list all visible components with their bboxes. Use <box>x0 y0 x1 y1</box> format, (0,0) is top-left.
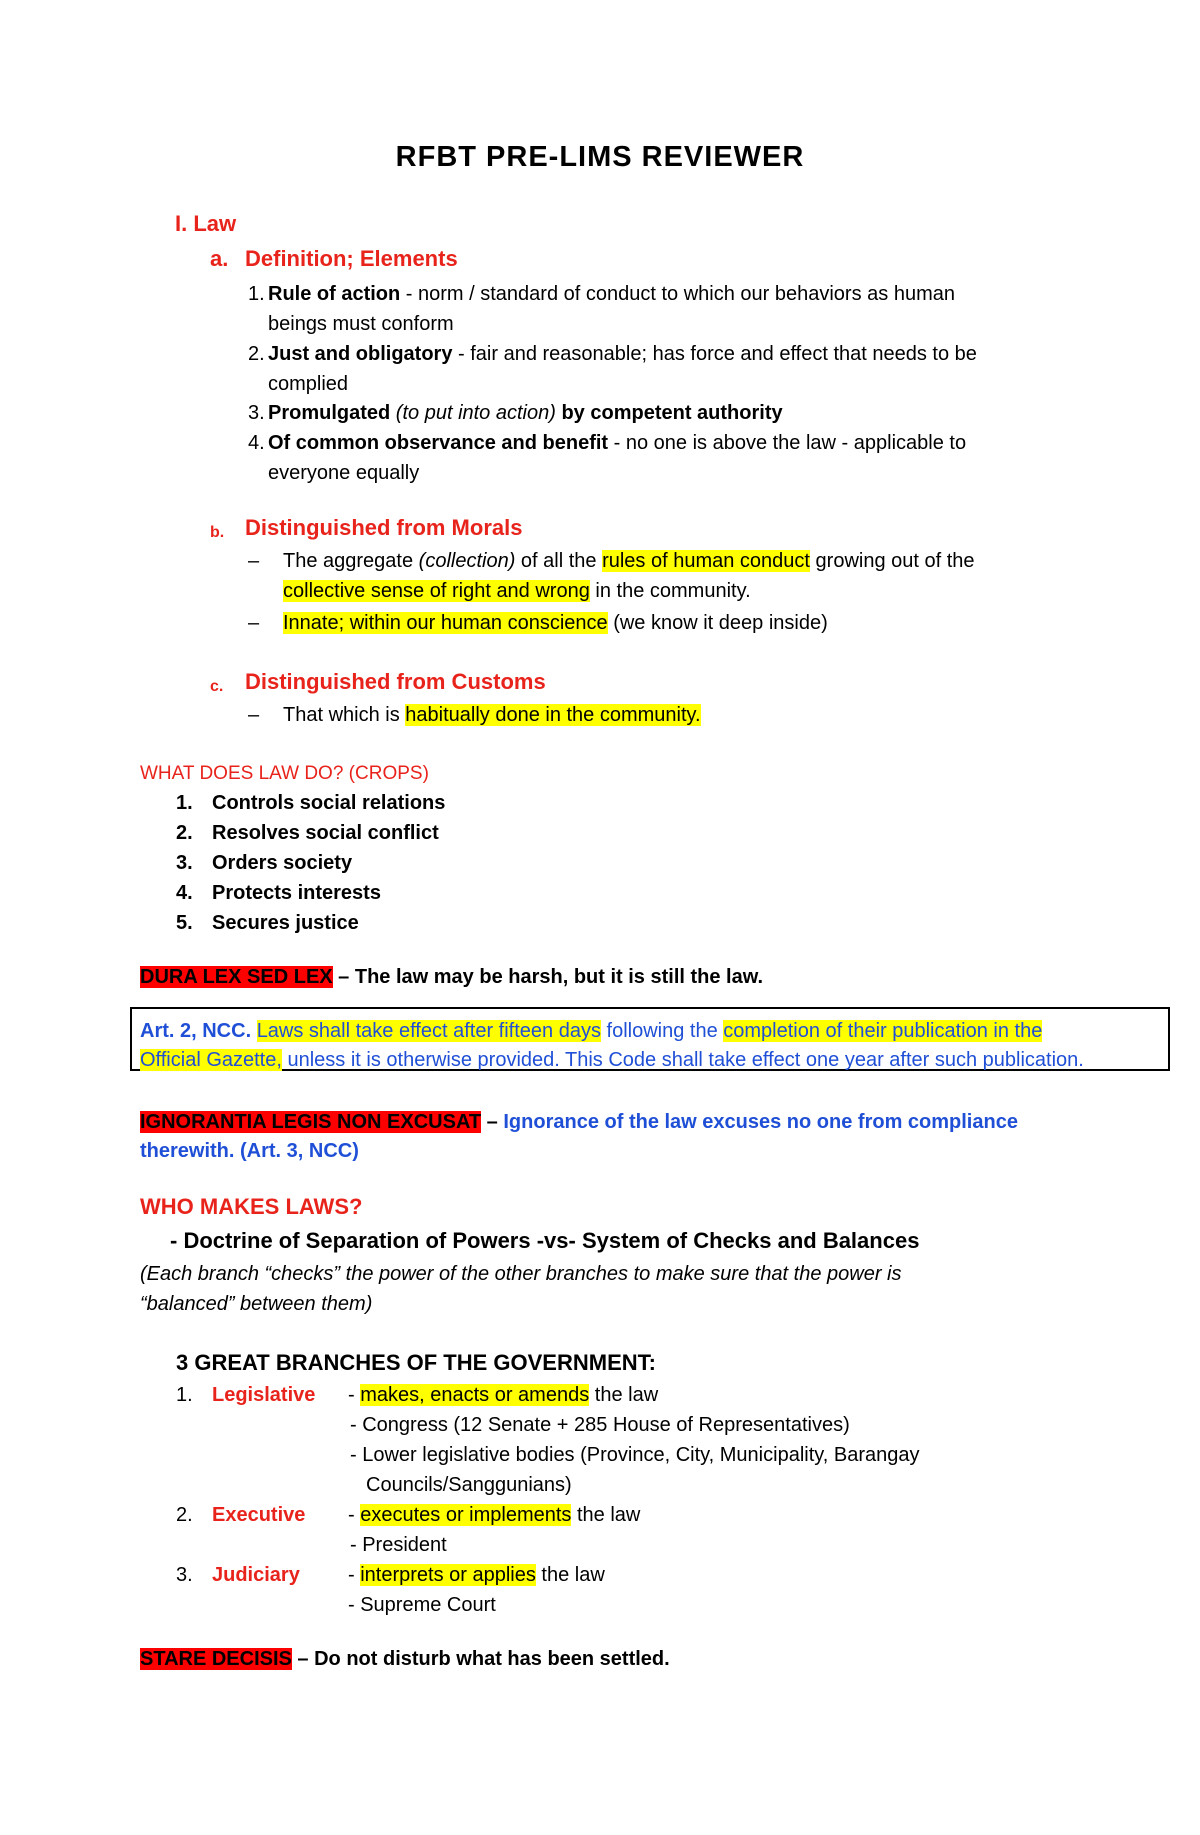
crops-number-4: 4. <box>176 882 193 904</box>
art2-text: following the <box>600 1020 724 1042</box>
morals-point-2 <box>283 611 828 635</box>
element-4-continued: everyone equally <box>268 462 420 484</box>
branch-1-number: 1. <box>176 1384 193 1406</box>
stare-decisis-text: – Do not disturb what has been settled. <box>291 1648 670 1670</box>
branch-role-text: the law <box>535 1564 605 1586</box>
crops-item-4: Protects interests <box>212 882 381 904</box>
branch-3-number: 3. <box>176 1564 193 1586</box>
ignorantia-line1 <box>140 1110 1058 1134</box>
stare-decisis-line <box>140 1647 670 1671</box>
element-3-term: Promulgated <box>268 402 391 424</box>
morals-text: growing out of the <box>809 550 975 572</box>
element-3-text: by competent authority <box>555 402 783 424</box>
art2-line1 <box>140 1019 1042 1043</box>
highlight-interprets: interprets or applies <box>360 1564 536 1586</box>
dura-lex-line <box>140 965 763 989</box>
element-1-number: 1. <box>248 283 265 305</box>
element-3 <box>268 401 783 425</box>
legislative-lower-bodies-continued: Councils/Sanggunians) <box>366 1474 572 1496</box>
crops-item-5: Secures justice <box>212 912 359 934</box>
subsection-c-marker: c. <box>210 678 224 695</box>
element-2-text: - fair and reasonable; has force and effect that needs to be <box>452 343 977 365</box>
element-1 <box>268 282 1058 306</box>
branch-legislative-role <box>348 1383 658 1407</box>
subsection-c-heading: Distinguished from Customs <box>245 669 546 694</box>
branch-2-number: 2. <box>176 1504 193 1526</box>
element-2-number: 2. <box>248 343 265 365</box>
customs-text: That which is <box>283 704 406 726</box>
dura-lex-text: – The law may be harsh, but it is still the law. <box>332 966 764 988</box>
highlight-publication: completion of their publication in the <box>723 1020 1043 1042</box>
highlight-habitually-done: habitually done in the community. <box>405 704 701 726</box>
morals-bullet-1: – <box>248 550 260 572</box>
highlight-executes: executes or implements <box>360 1504 572 1526</box>
highlight-rules-of-human-conduct: rules of human conduct <box>602 550 810 572</box>
subsection-b-heading: Distinguished from Morals <box>245 515 523 540</box>
branch-legislative-name: Legislative <box>212 1384 316 1406</box>
element-1-text: - norm / standard of conduct to which our behaviors as human <box>400 283 955 305</box>
element-4-number: 4. <box>248 432 265 454</box>
element-4 <box>268 431 1058 455</box>
element-3-number: 3. <box>248 402 265 424</box>
executive-president: - President <box>350 1534 447 1556</box>
judiciary-supreme-court: - Supreme Court <box>348 1594 496 1616</box>
branch-judiciary-name: Judiciary <box>212 1564 300 1586</box>
art2-line2 <box>140 1048 1084 1072</box>
subsection-b-marker: b. <box>210 524 225 541</box>
morals-point-1-line2 <box>283 579 751 603</box>
branch-role-text: the law <box>589 1384 659 1406</box>
art2-text: unless it is otherwise provided. This Code shall take effect one year after such publication. <box>281 1049 1084 1071</box>
crops-number-2: 2. <box>176 822 193 844</box>
element-4-text: - no one is above the law - applicable to <box>608 432 967 454</box>
highlight-collective-sense: collective sense of right and wrong <box>283 580 590 602</box>
ignorantia-term: IGNORANTIA LEGIS NON EXCUSAT <box>140 1111 482 1133</box>
element-3-italic: (to put into action) <box>390 402 556 424</box>
element-1-continued: beings must conform <box>268 313 454 335</box>
branch-executive-role <box>348 1503 640 1527</box>
morals-text: The aggregate <box>283 550 419 572</box>
subsection-a-marker: a. <box>210 246 229 271</box>
checks-note-line1: (Each branch “checks” the power of the other branches to make sure that the power is <box>140 1263 902 1285</box>
dash: - <box>348 1384 361 1406</box>
crops-heading: WHAT DOES LAW DO? (CROPS) <box>140 763 429 784</box>
legislative-congress: - Congress (12 Senate + 285 House of Representatives) <box>350 1414 850 1436</box>
legislative-lower-bodies: - Lower legislative bodies (Province, City, Municipality, Barangay <box>350 1444 920 1466</box>
morals-point-1-line1 <box>283 549 975 573</box>
morals-bullet-2: – <box>248 612 260 634</box>
branches-heading: 3 GREAT BRANCHES OF THE GOVERNMENT: <box>176 1350 656 1375</box>
section-law-heading: I. Law <box>175 211 237 236</box>
customs-bullet: – <box>248 704 260 726</box>
morals-text: of all the <box>515 550 603 572</box>
element-4-term: Of common observance and benefit <box>268 432 609 454</box>
doctrine-line: - Doctrine of Separation of Powers -vs- System of Checks and Balances <box>170 1228 920 1253</box>
element-2-continued: complied <box>268 373 349 395</box>
highlight-makes-enacts: makes, enacts or amends <box>360 1384 590 1406</box>
branch-judiciary-role <box>348 1563 605 1587</box>
element-2-term: Just and obligatory <box>268 343 453 365</box>
crops-number-5: 5. <box>176 912 193 934</box>
dash: - <box>348 1504 361 1526</box>
morals-text: (we know it deep inside) <box>607 612 828 634</box>
morals-text: in the community. <box>589 580 751 602</box>
ignorantia-dash: – <box>481 1111 504 1133</box>
dash: - <box>348 1564 361 1586</box>
crops-item-1: Controls social relations <box>212 792 446 814</box>
crops-item-3: Orders society <box>212 852 353 874</box>
element-2 <box>268 342 1058 366</box>
branch-role-text: the law <box>571 1504 641 1526</box>
who-makes-laws-heading: WHO MAKES LAWS? <box>140 1194 363 1219</box>
dura-lex-term: DURA LEX SED LEX <box>140 966 333 988</box>
ignorantia-text: Ignorance of the law excuses no one from compliance <box>503 1111 1018 1133</box>
checks-note-line2: “balanced” between them) <box>140 1293 373 1315</box>
subsection-a-heading: Definition; Elements <box>245 246 458 271</box>
customs-point <box>283 703 701 727</box>
stare-decisis-term: STARE DECISIS <box>140 1648 292 1670</box>
crops-item-2: Resolves social conflict <box>212 822 439 844</box>
branch-executive-name: Executive <box>212 1504 306 1526</box>
highlight-fifteen-days: Laws shall take effect after fifteen days <box>256 1020 601 1042</box>
page-title: RFBT PRE-LIMS REVIEWER <box>395 141 805 173</box>
ignorantia-line2: therewith. (Art. 3, NCC) <box>140 1140 359 1162</box>
element-1-term: Rule of action <box>268 283 401 305</box>
art2-reference: Art. 2, NCC. <box>140 1020 252 1042</box>
crops-number-3: 3. <box>176 852 193 874</box>
highlight-official-gazette: Official Gazette, <box>140 1049 282 1071</box>
highlight-innate: Innate; within our human conscience <box>283 612 608 634</box>
morals-italic: (collection) <box>418 550 516 572</box>
crops-number-1: 1. <box>176 792 193 814</box>
